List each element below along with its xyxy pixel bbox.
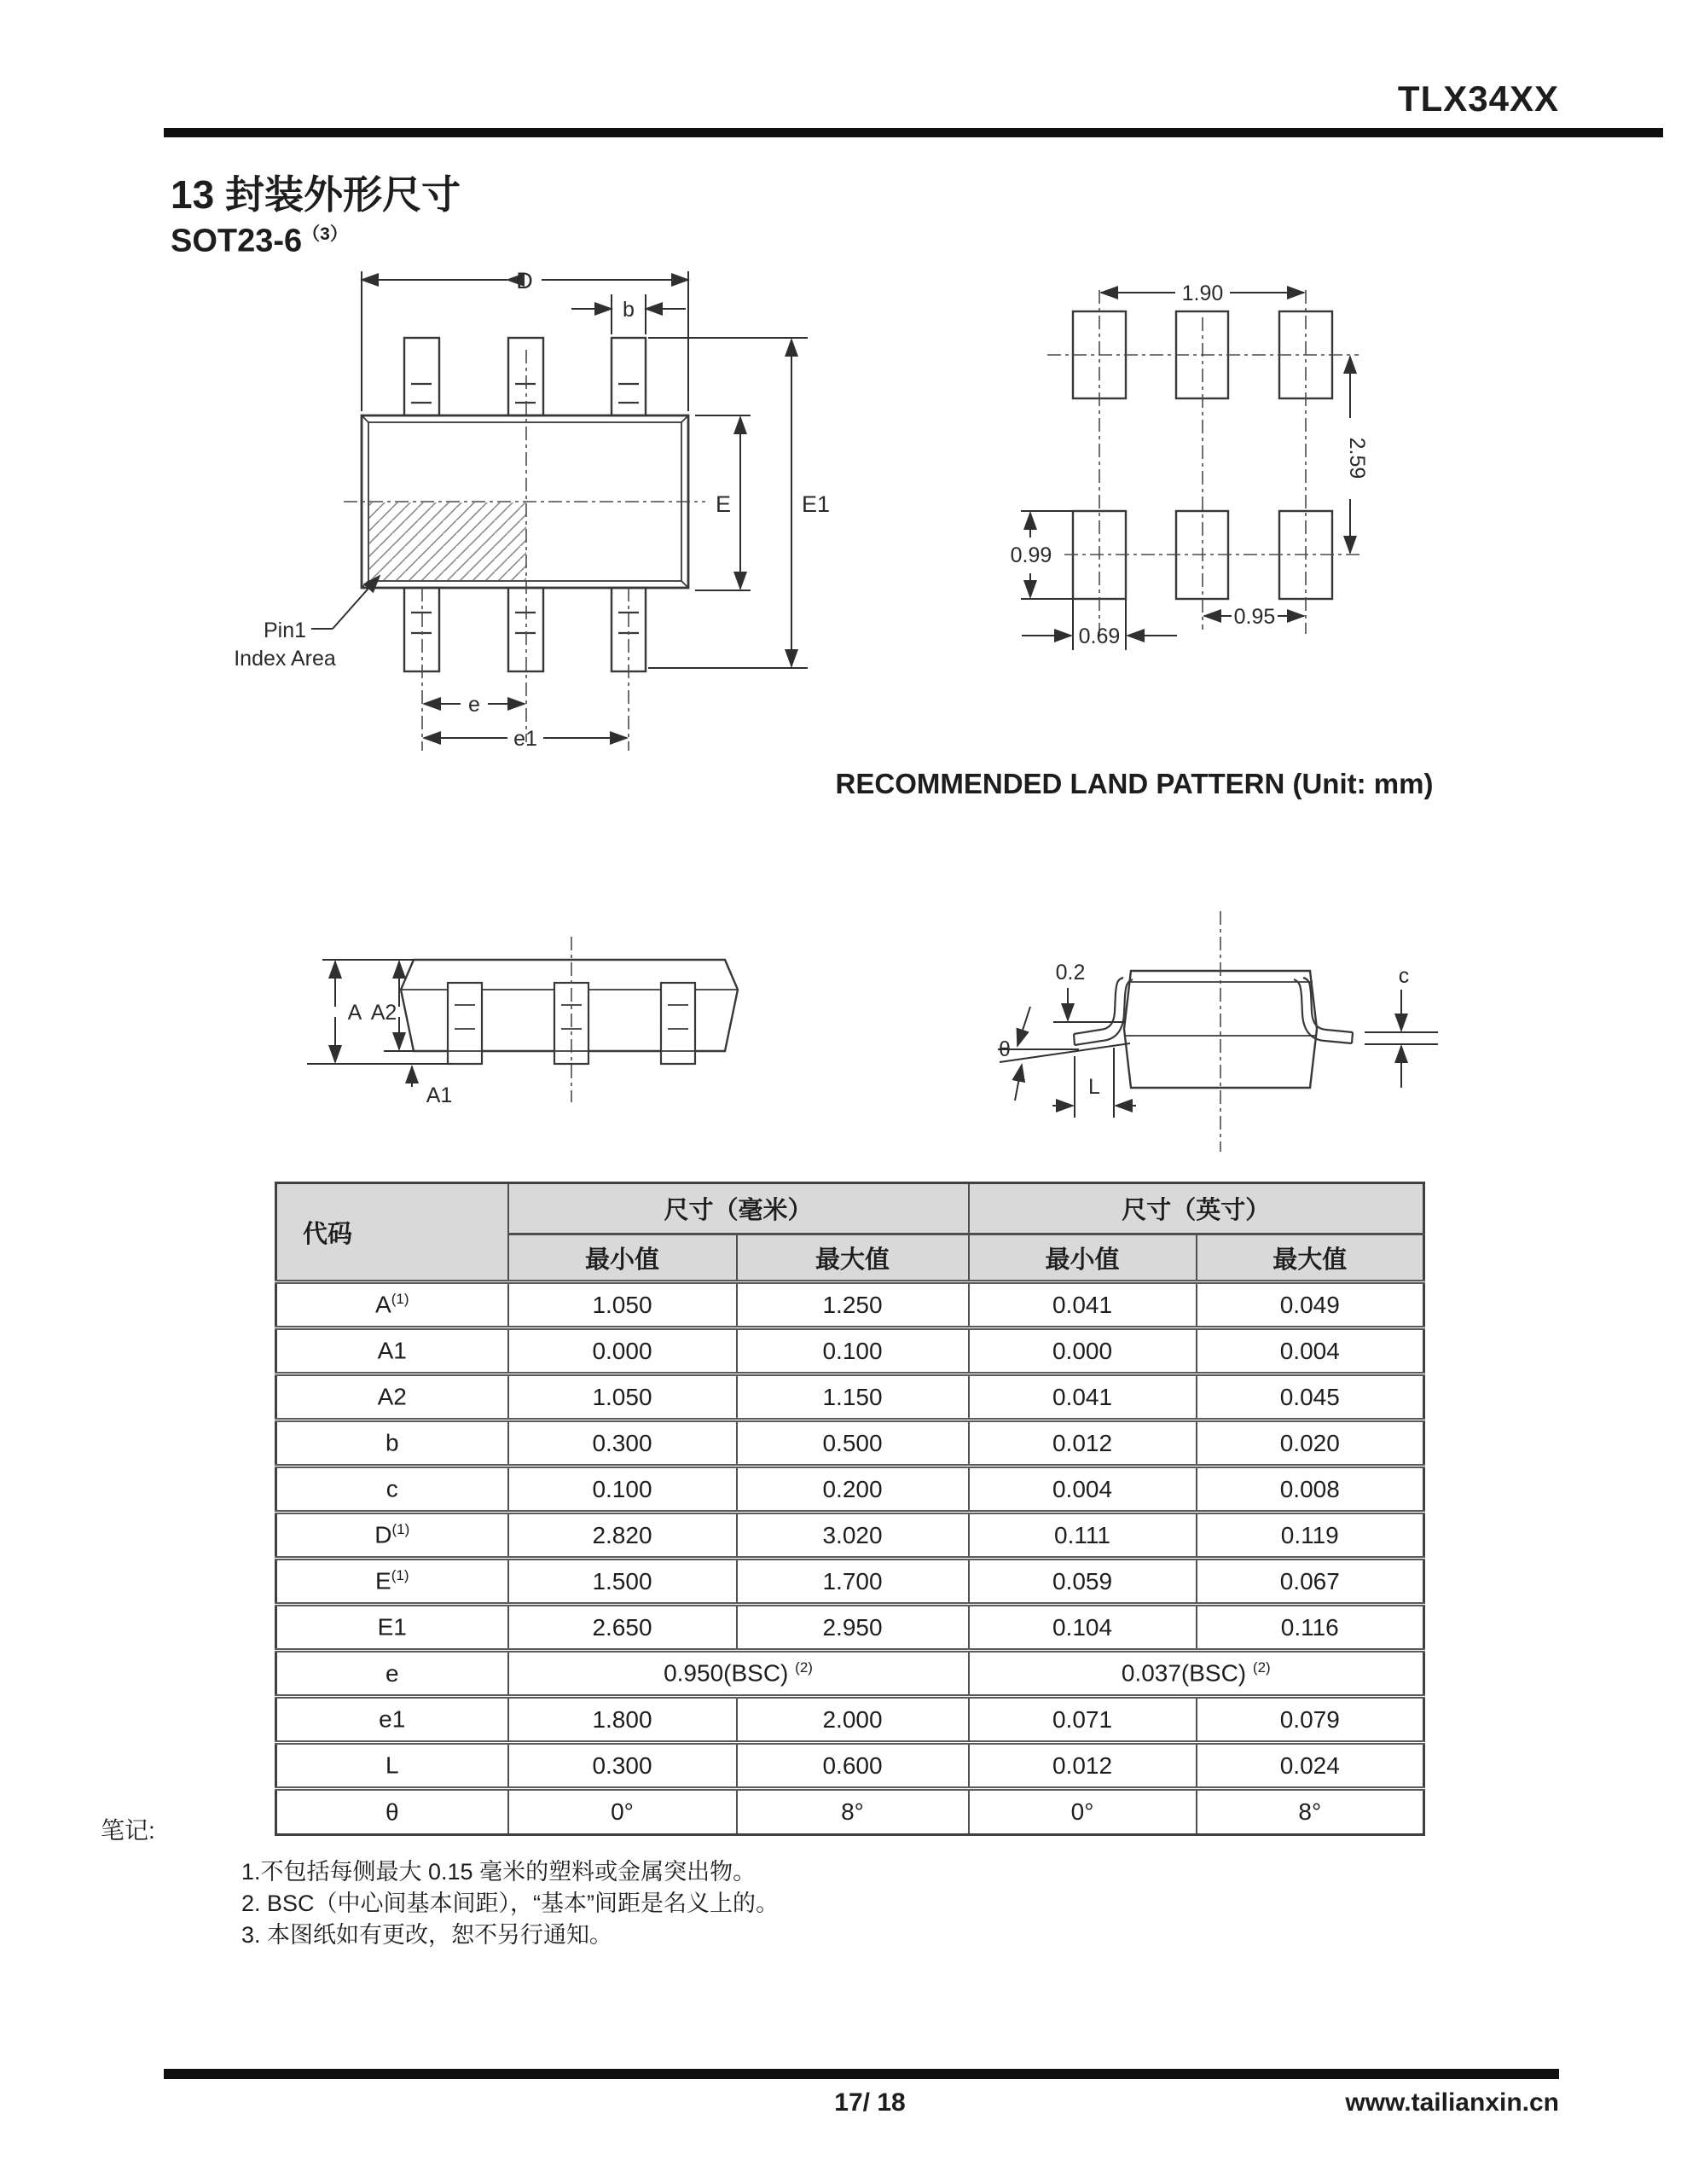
merged-inch-value: 0.037(BSC) $^{(2)}$: [969, 1651, 1424, 1697]
header-rule: [164, 128, 1663, 137]
table-header-row-groups: [276, 1183, 1424, 1234]
land-dim-2-59: 2.59: [1345, 437, 1369, 479]
dim-label-A2: A2: [370, 1001, 397, 1025]
row-code: E1: [276, 1605, 508, 1651]
table-row: b 0.300 0.500 0.012 0.020: [276, 1420, 1424, 1467]
dim-label-A: A: [347, 1001, 362, 1025]
notes-label: 笔记:: [101, 1817, 155, 1844]
col-header-in-max: 最大值: [1197, 1234, 1424, 1282]
table-row: L 0.300 0.600 0.012 0.024: [276, 1743, 1424, 1789]
land-pattern-title: RECOMMENDED LAND PATTERN (Unit: mm): [835, 768, 1434, 799]
dim-label-e: e: [468, 693, 480, 717]
land-dim-1-90: 1.90: [1181, 282, 1224, 305]
row-code: b: [276, 1420, 508, 1467]
land-dim-0-69: 0.69: [1078, 624, 1121, 648]
row-code: e1: [276, 1697, 508, 1743]
table-row: e1 1.800 2.000 0.071 0.079: [276, 1697, 1424, 1743]
dim-label-E1: E1: [802, 491, 831, 517]
package-profile-view-drawing: [964, 904, 1493, 1177]
package-title: [171, 220, 348, 260]
pin1-index-area-label: Index Area: [234, 647, 336, 671]
row-code: A2: [276, 1374, 508, 1420]
dimension-table: [275, 1182, 1425, 1836]
table-row: θ 0° 8° 0° 8°: [276, 1789, 1424, 1835]
row-code: A1: [276, 1328, 508, 1374]
dim-label-D: D: [516, 268, 533, 293]
note-2: 2. BSC（中心间基本间距），“基本”间距是名义上的。: [241, 1891, 780, 1916]
table-row: A2 1.050 1.150 0.041 0.045: [276, 1374, 1424, 1420]
table-row: E1 2.650 2.950 0.104 0.116: [276, 1605, 1424, 1651]
dim-label-L: L: [1088, 1075, 1100, 1099]
col-header-mm-min: 最小值: [508, 1234, 737, 1282]
table-row-e-merged: [276, 1651, 1424, 1697]
section-title: 13 封装外形尺寸: [171, 172, 461, 217]
dim-label-0-2: 0.2: [1055, 961, 1086, 985]
table-row: $D^{(1)}$ 2.820 3.020 0.111 0.119: [276, 1513, 1424, 1559]
col-header-code: 代码: [276, 1183, 508, 1282]
website-link: www.tailianxin.cn: [1345, 2088, 1559, 2117]
row-code: c: [276, 1467, 508, 1513]
col-header-in-min: 最小值: [969, 1234, 1197, 1282]
row-code: L: [276, 1743, 508, 1789]
package-top-view-drawing: [213, 264, 861, 759]
footer-rule: [164, 2069, 1559, 2079]
land-dim-0-99: 0.99: [1010, 543, 1052, 567]
brand-title: TLX34XX: [1397, 78, 1559, 119]
table-row: c 0.100 0.200 0.004 0.008: [276, 1467, 1424, 1513]
land-dim-0-95: 0.95: [1233, 605, 1276, 629]
merged-mm-value: 0.950(BSC) $^{(2)}$: [508, 1651, 969, 1697]
package-name: SOT23-6: [171, 223, 303, 259]
dim-label-A1: A1: [426, 1083, 453, 1107]
row-code: $E^{(1)}$: [276, 1559, 508, 1605]
pin1-label: Pin1: [263, 619, 307, 642]
dim-label-b: b: [623, 298, 635, 322]
row-code: $A^{(1)}$: [276, 1282, 508, 1328]
land-pattern-drawing: [981, 264, 1458, 665]
dim-label-c: c: [1398, 964, 1410, 988]
dim-label-e1: e1: [513, 727, 537, 751]
col-header-inch: 尺寸（英寸）: [969, 1183, 1424, 1234]
row-code: $D^{(1)}$: [276, 1513, 508, 1559]
dim-label-E: E: [715, 491, 732, 517]
col-header-mm-max: 最大值: [737, 1234, 969, 1282]
table-row: $E^{(1)}$ 1.500 1.700 0.059 0.067: [276, 1559, 1424, 1605]
row-code: e: [276, 1651, 508, 1697]
table-row: $A^{(1)}$ 1.050 1.250 0.041 0.049: [276, 1282, 1424, 1328]
package-note-ref: （3）: [302, 224, 348, 244]
package-front-view-drawing: [239, 904, 853, 1126]
table-row: A1 0.000 0.100 0.000 0.004: [276, 1328, 1424, 1374]
note-1: 1.不包括每侧最大 0.15 毫米的塑料或金属突出物。: [241, 1859, 757, 1885]
row-code: θ: [276, 1789, 508, 1835]
note-3: 3. 本图纸如有更改，恕不另行通知。: [241, 1922, 613, 1948]
dim-label-theta: θ: [999, 1037, 1011, 1061]
col-header-mm: 尺寸（毫米）: [508, 1183, 969, 1234]
page-number: 17/ 18: [834, 2088, 906, 2117]
